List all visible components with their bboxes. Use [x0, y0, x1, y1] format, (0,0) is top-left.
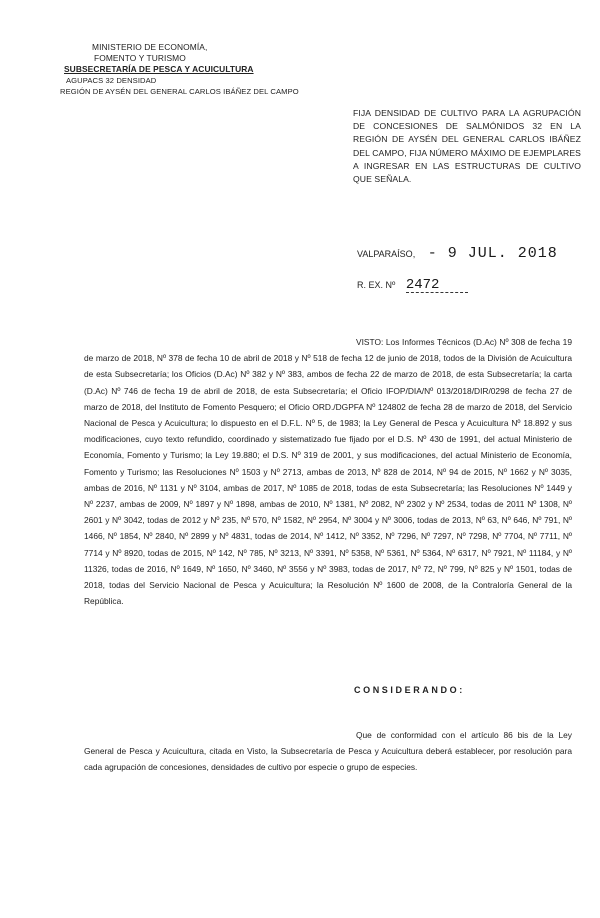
letterhead-ministry: MINISTERIO DE ECONOMÍA,: [92, 42, 208, 52]
place-and-date: [357, 245, 587, 262]
place: VALPARAÍSO,: [357, 249, 416, 259]
letterhead-reference: AGUPACS 32 DENSIDAD: [66, 76, 157, 85]
resolution-number: 2472: [406, 278, 468, 293]
letterhead-undersecretariat: SUBSECRETARÍA DE PESCA Y ACUICULTURA: [64, 64, 254, 74]
stamped-date: - 9 JUL. 2018: [427, 245, 558, 262]
visto-paragraph: VISTO: Los Informes Técnicos (D.Ac) Nº 308 de fecha 19 de marzo de 2018, Nº 378 de fecha 10 de abril de 2018 y Nº 518 de fecha 12 de junio de 2018, todos de la División de Acuicultura de esta Subsecretaría; los Oficios (D.Ac) Nº 382 y Nº 383, ambos de fecha 22 de marzo de 2018, de esta Subsecretaría; la carta (D.Ac) Nº 746 de fecha 19 de abril de 2018, de esta Subsecretaría; el Oficio IFOP/DIA/Nº 013/2018/DIR/0298 de fecha 27 de marzo de 2018, del Instituto de Fomento Pesquero; el Oficio ORD./DGPFA Nº 124802 de fecha 28 de marzo de 2018, del Servicio Nacional de Pesca y Acuicultura; lo dispuesto en el D.F.L. Nº 5, de 1983; la Ley General de Pesca y Acuicultura Nº 18.892 y sus modificaciones, cuyo texto refundido, coordinado y sistematizado fue fijado por el D.S. Nº 430 de 1991, del actual Ministerio de Economía, Fomento y Turismo; la Ley 19.880; el D.S. Nº 319 de 2001, y sus modificaciones, del actual Ministerio de Economía, Fomento y Turismo; las Resoluciones Nº 1503 y Nº 2713, ambas de 2013, Nº 828 de 2014, Nº 94 de 2015, Nº 1662 y Nº 3035, ambas de 2016, Nº 1131 y Nº 3104, ambas de 2017, Nº 1085 de 2018, todas de esta Subsecretaría; las Resoluciones Nº 1449 y Nº 2237, ambas de 2009, Nº 1897 y Nº 1898, ambas de 2010, Nº 1381, Nº 2082, Nº 2302 y Nº 2534, todas de 2011 Nº 1308, Nº 2601 y Nº 3042, todas de 2012 y Nº 235, Nº 570, Nº 1582, Nº 2954, Nº 3004 y Nº 3006, todas de 2013, Nº 63, Nº 646, Nº 791, Nº 1466, Nº 1854, Nº 2840, Nº 2899 y Nº 4831, todas de 2014, Nº 1412, Nº 3352, Nº 7296, Nº 7297, Nº 7298, Nº 7704, Nº 7711, Nº 7714 y Nº 8920, todas de 2015, Nº 142, Nº 785, Nº 3213, Nº 3391, Nº 5358, Nº 5361, Nº 5364, Nº 6317, Nº 7921, Nº 11184, y Nº 11326, todas de 2016, Nº 1649, Nº 1650, Nº 3460, Nº 3556 y Nº 3983, todas de 2017, Nº 72, Nº 799, Nº 825 y Nº 1501, todas de 2018, todas del Servicio Nacional de Pesca y Acuicultura; la Resolución Nº 1600 de 2008, de la Contraloría General de la República.: [84, 337, 572, 607]
resolution-subject: FIJA DENSIDAD DE CULTIVO PARA LA AGRUPACIÓN DE CONCESIONES DE SALMÓNIDOS 32 EN LA REGIÓN DE AYSÉN DEL GENERAL CARLOS IBÁÑEZ DEL CAMPO, FIJA NÚMERO MÁXIMO DE EJEMPLARES A INGRESAR EN LAS ESTRUCTURAS DE CULTIVO QUE SEÑALA.: [353, 108, 581, 185]
letterhead-region: REGIÓN DE AYSÉN DEL GENERAL CARLOS IBÁÑEZ DEL CAMPO: [60, 87, 299, 96]
considerando-paragraph: Que de conformidad con el artículo 86 bis de la Ley General de Pesca y Acuicultura, citada en Visto, la Subsecretaría de Pesca y Acuicultura deberá establecer, por resolución para cada agrupación de concesiones, densidades de cultivo por especie o grupo de especies.: [84, 730, 572, 773]
letterhead-ministry-2: FOMENTO Y TURISMO: [94, 53, 186, 63]
letterhead: [60, 42, 299, 97]
resolution-label: R. EX. Nº: [357, 280, 396, 290]
considerando-heading: CONSIDERANDO:: [354, 685, 465, 695]
resolution-number-line: [357, 278, 587, 293]
